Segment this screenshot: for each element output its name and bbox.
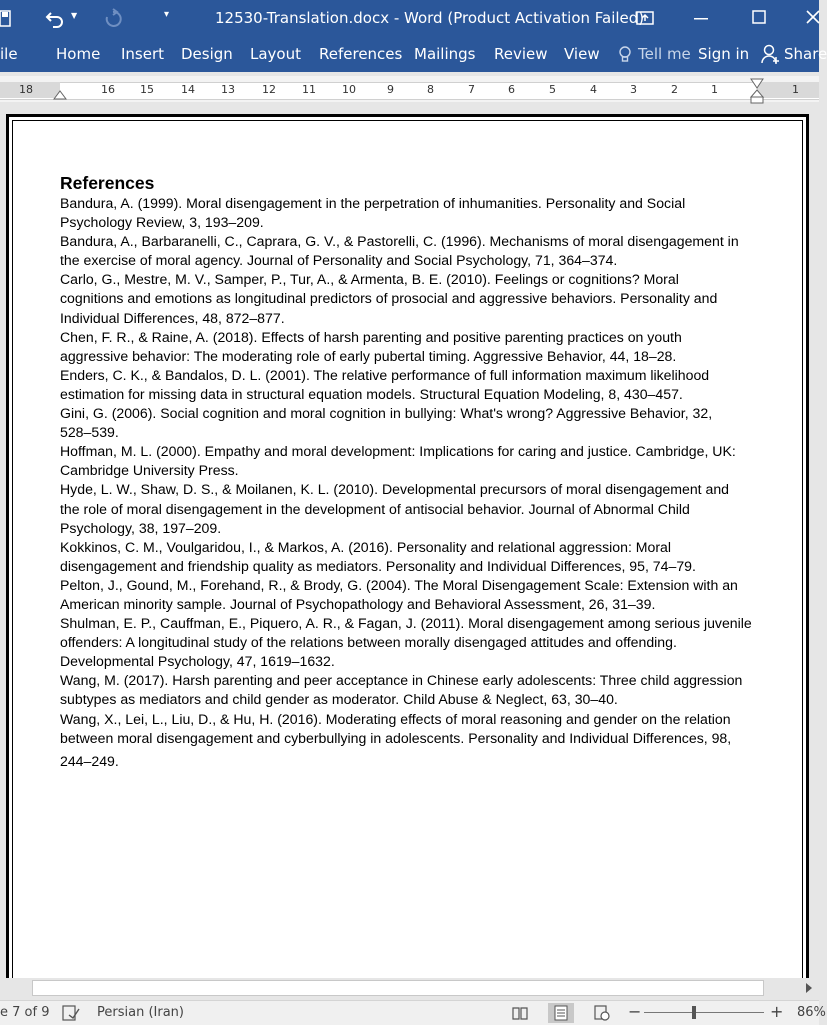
reference-line: disengagement and friendship quality as mediators. Personality and Individual Differences, 95, 74–79.: [60, 557, 696, 574]
lightbulb-icon: [619, 46, 631, 64]
sign-in-link[interactable]: Sign in: [698, 45, 750, 63]
reference-line: estimation for missing data in structural equation models. Structural Equation Modeling, 8, 430–457.: [60, 385, 683, 402]
ruler-label: 7: [468, 83, 475, 96]
ruler-label: 1: [711, 83, 718, 96]
reference-line: between moral disengagement and cyberbullying in adolescents. Personality and Individual Differences, 98,: [60, 729, 732, 746]
reference-line: Enders, C. K., & Bandalos, D. L. (2001). The relative performance of full information maximum likelihood: [60, 366, 710, 383]
reference-line: Individual Differences, 48, 872–877.: [60, 309, 285, 326]
tab-design[interactable]: Design: [181, 45, 233, 63]
share-button[interactable]: Share: [784, 45, 827, 63]
language-indicator[interactable]: Persian (Iran): [97, 1005, 184, 1020]
ruler-label: 15: [140, 83, 154, 96]
zoom-out-button[interactable]: −: [628, 1002, 642, 1021]
zoom-slider-thumb[interactable]: [692, 1006, 696, 1019]
scroll-right-arrow-icon[interactable]: [805, 983, 813, 993]
customize-quick-access-icon[interactable]: ▾: [164, 9, 170, 20]
ribbon-tabs: [0, 38, 827, 72]
reference-line: Pelton, J., Gound, M., Forehand, R., & Brody, G. (2004). The Moral Disengagement Scale: Extension with an: [60, 576, 738, 593]
tab-insert[interactable]: Insert: [121, 45, 165, 63]
zoom-slider[interactable]: [644, 1012, 764, 1013]
horizontal-scrollbar[interactable]: [0, 978, 819, 998]
reference-line: Shulman, E. P., Cauffman, E., Piquero, A. R., & Fagan, J. (2011). Moral disengagement among serious juvenile: [60, 615, 752, 632]
reference-line: American minority sample. Journal of Psychopathology and Behavioral Assessment, 26, 31–39.: [60, 595, 656, 612]
web-layout-icon[interactable]: [594, 1005, 610, 1021]
ruler-label: 16: [101, 83, 115, 96]
reference-line: Psychology Review, 3, 193–209.: [60, 214, 264, 231]
tab-home[interactable]: Home: [56, 45, 101, 63]
ruler-label: 6: [508, 83, 515, 96]
ruler-label: 2: [671, 83, 678, 96]
ruler-label: 5: [549, 83, 556, 96]
redo-icon: [102, 8, 124, 30]
tell-me-search[interactable]: Tell me: [638, 45, 691, 63]
reference-line: Wang, M. (2017). Harsh parenting and peer acceptance in Chinese early adolescents: Three child aggression: [60, 672, 743, 689]
proofing-icon[interactable]: [62, 1005, 80, 1021]
horizontal-ruler[interactable]: [0, 76, 819, 102]
reference-line: Bandura, A. (1999). Moral disengagement in the perpetration of inhumanities. Personality and Social: [60, 195, 686, 211]
reference-line: Gini, G. (2006). Social cognition and moral cognition in bullying: What's wrong? Aggressive Behavior, 32,: [60, 405, 713, 422]
ruler-label: 12: [262, 83, 276, 96]
ruler-label: 3: [630, 83, 637, 96]
ruler-strip: [0, 82, 819, 100]
status-bar: [0, 1000, 826, 1025]
page-count[interactable]: e 7 of 9: [0, 1005, 50, 1020]
zoom-level[interactable]: 86%: [797, 1005, 826, 1020]
reference-line: offenders: A longitudinal study of the relations between morally disengaged attitudes and offending.: [60, 634, 677, 651]
reference-line: Cambridge University Press.: [60, 462, 239, 479]
ruler-label: 8: [427, 83, 434, 96]
reference-line: subtypes as mediators and child gender as moderator. Child Abuse & Neglect, 63, 30–40.: [60, 691, 618, 708]
zoom-in-button[interactable]: +: [770, 1002, 784, 1021]
reference-line: the role of moral disengagement in the development of antisocial behavior. Journal of Abnormal Child: [60, 500, 690, 517]
references-heading: References: [60, 173, 155, 193]
reference-line: Hoffman, M. L. (2000). Empathy and moral development: Implications for caring and justice. Cambridge, UK:: [60, 443, 736, 460]
ruler-label: 18: [19, 83, 33, 96]
document-body[interactable]: [60, 172, 760, 771]
ruler-label: 9: [387, 83, 394, 96]
left-indent-marker-icon[interactable]: [54, 90, 66, 100]
reference-line: Chen, F. R., & Raine, A. (2018). Effects of harsh parenting and positive parenting practices on youth: [60, 328, 682, 345]
reference-line: Developmental Psychology, 47, 1619–1632.: [60, 653, 335, 670]
ruler-label: 4: [590, 83, 597, 96]
undo-dropdown-icon[interactable]: ▼: [71, 11, 78, 20]
ruler-label: 14: [181, 83, 195, 96]
ruler-label: 13: [221, 83, 235, 96]
reference-line: Wang, X., Lei, L., Liu, D., & Hu, H. (2016). Moderating effects of moral reasoning and gender on the relation: [60, 710, 731, 727]
share-person-icon[interactable]: [761, 44, 781, 66]
tab-review[interactable]: Review: [494, 45, 548, 63]
reference-line: Carlo, G., Mestre, M. V., Samper, P., Tur, A., & Armenta, B. E. (2010). Feelings or cognitions? Moral: [60, 271, 679, 288]
tab-references[interactable]: References: [319, 45, 403, 63]
scrollbar-thumb[interactable]: [32, 980, 764, 996]
close-icon[interactable]: [806, 10, 819, 24]
tab-view[interactable]: View: [564, 45, 600, 63]
tab-layout[interactable]: Layout: [250, 45, 301, 63]
reference-line: 528–539.: [60, 424, 119, 441]
right-indent-marker-icon[interactable]: [751, 78, 763, 104]
tab-file[interactable]: ile: [0, 45, 18, 63]
ribbon-display-options-icon[interactable]: [636, 11, 654, 25]
reference-line: cognitions and emotions as longitudinal predictors of prosocial and aggressive behaviors. Personality and: [60, 290, 718, 307]
title-bar: [0, 0, 819, 38]
tab-mailings[interactable]: Mailings: [414, 45, 476, 63]
maximize-icon[interactable]: [752, 10, 766, 24]
print-layout-icon[interactable]: [548, 1003, 574, 1023]
reference-line: Kokkinos, C. M., Voulgaridou, I., & Markos, A. (2016). Personality and relational aggression: Moral: [60, 538, 672, 555]
reference-line: 244–249.: [60, 752, 119, 769]
reference-line: the exercise of moral agency. Journal of Personality and Social Psychology, 71, 364–374.: [60, 252, 618, 269]
ruler-label: 1: [792, 83, 799, 96]
save-icon[interactable]: [0, 10, 12, 28]
undo-icon[interactable]: [44, 8, 66, 30]
window-title: 12530-Translation.docx - Word (Product Activation Failed): [215, 9, 645, 27]
ruler-label: 11: [302, 83, 316, 96]
ruler-right-margin: [757, 82, 819, 98]
reference-line: aggressive behavior: The moderating role of early pubertal timing. Aggressive Behavior, 44, 18–28.: [60, 347, 677, 364]
read-mode-icon[interactable]: [512, 1006, 528, 1020]
reference-line: Bandura, A., Barbaranelli, C., Caprara, G. V., & Pastorelli, C. (1996). Mechanisms of moral disengagement in: [60, 233, 739, 250]
ruler-label: 10: [342, 83, 356, 96]
reference-line: Hyde, L. W., Shaw, D. S., & Moilanen, K. L. (2010). Developmental precursors of moral disengagement and: [60, 481, 730, 498]
minimize-icon[interactable]: [694, 18, 708, 20]
reference-line: Psychology, 38, 197–209.: [60, 519, 222, 536]
